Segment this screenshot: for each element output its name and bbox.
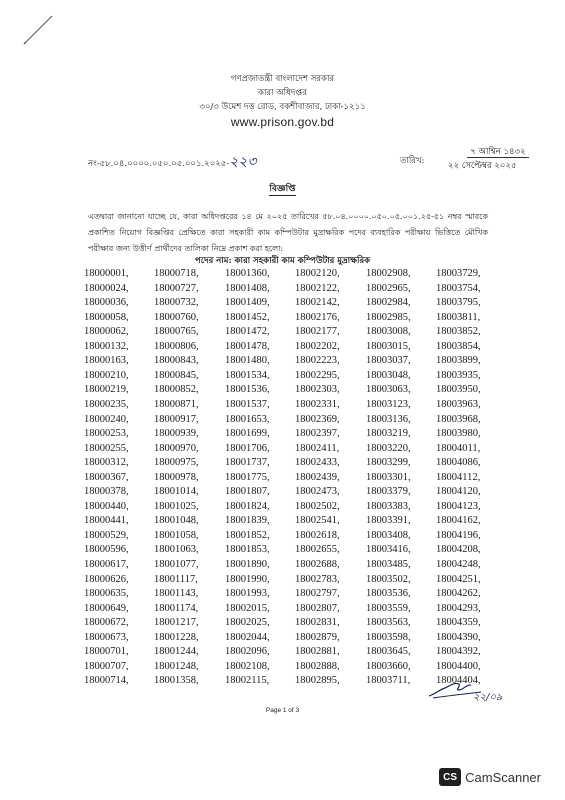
roll-number: 18000219, — [84, 384, 129, 396]
roll-number: 18001824, — [225, 500, 270, 512]
roll-number: 18001853, — [225, 544, 270, 556]
roll-number: 18003968, — [436, 413, 481, 425]
roll-number: 18000718, — [154, 268, 199, 279]
roll-number: 18001537, — [225, 398, 270, 410]
roll-number: 18004293, — [436, 602, 481, 614]
roll-number: 18001775, — [225, 471, 270, 483]
roll-number: 18004359, — [436, 617, 481, 629]
roll-number: 18003935, — [436, 369, 481, 381]
roll-number: 18001244, — [154, 646, 199, 658]
roll-number: 18003383, — [366, 500, 411, 512]
roll-number: 18004251, — [436, 573, 481, 585]
roll-number: 18000975, — [154, 457, 199, 469]
roll-number: 18001737, — [225, 457, 270, 469]
roll-number: 18003485, — [366, 559, 411, 570]
roll-number: 18003559, — [366, 602, 411, 614]
roll-number: 18001807, — [225, 486, 270, 498]
roll-number: 18002831, — [295, 617, 340, 629]
roll-number: 18002176, — [295, 311, 340, 323]
roll-number: 18002433, — [295, 457, 340, 469]
roll-number: 18002797, — [295, 588, 340, 600]
roll-number: 18002331, — [295, 398, 340, 410]
roll-number: 18000378, — [84, 486, 129, 498]
roll-number: 18002120, — [295, 268, 340, 279]
roll-number: 18002984, — [366, 297, 411, 309]
roll-number: 18003416, — [366, 544, 411, 556]
roll-number: 18002439, — [295, 471, 340, 483]
roll-number: 18002142, — [295, 297, 340, 309]
roll-number: 18003015, — [366, 340, 411, 352]
roll-number: 18000673, — [84, 631, 129, 643]
roll-number: 18002303, — [295, 384, 340, 396]
roll-number: 18003037, — [366, 355, 411, 367]
roll-number: 18001360, — [225, 268, 270, 279]
roll-number: 18002985, — [366, 311, 411, 323]
roll-number: 18004196, — [436, 529, 481, 541]
roll-number: 18003980, — [436, 428, 481, 440]
memo-number — [88, 150, 256, 174]
roll-number: 18001699, — [225, 428, 270, 440]
roll-number: 18000058, — [84, 311, 129, 323]
signature — [425, 668, 505, 704]
roll-number: 18001117, — [154, 573, 198, 585]
roll-number: 18002025, — [225, 617, 270, 629]
roll-number: 18000845, — [154, 369, 199, 381]
roll-number: 18000727, — [154, 282, 199, 294]
roll-number: 18002502, — [295, 500, 340, 512]
roll-number: 18004404, — [436, 675, 481, 687]
roll-number: 18001536, — [225, 384, 270, 396]
notice-title-text: বিজ্ঞপ্তি — [269, 184, 296, 194]
roll-number: 18002895, — [295, 675, 340, 687]
roll-number: 18000707, — [84, 660, 129, 672]
roll-number: 18002122, — [295, 282, 340, 294]
roll-number: 18003660, — [366, 660, 411, 672]
date-bangla: ৭ আশ্বিন ১৪৩২ — [470, 147, 526, 157]
roll-number: 18001452, — [225, 311, 270, 323]
roll-number: 18000036, — [84, 297, 129, 309]
roll-number: 18004162, — [436, 515, 481, 527]
roll-number: 18002397, — [295, 428, 340, 440]
roll-number: 18002908, — [366, 268, 411, 279]
page-number: Page 1 of 3 — [265, 707, 300, 714]
roll-number: 18003852, — [436, 326, 481, 338]
roll-number: 18003854, — [436, 340, 481, 352]
roll-number: 18000240, — [84, 413, 129, 425]
roll-number: 18000312, — [84, 457, 129, 469]
department-address: ৩০/৩ উমেশ দত্ত রোড, বকশীবাজার, ঢাকা-১২১১ — [199, 102, 366, 112]
roll-number: 18000806, — [154, 340, 199, 352]
roll-number: 18003754, — [436, 282, 481, 294]
memo-number-printed: নং-৫৮.০৪.০০০০.০৫০.০৫.০০১.২০২৫- — [88, 159, 230, 169]
camscanner-watermark — [439, 768, 541, 786]
roll-number: 18000529, — [84, 529, 129, 541]
roll-number: 18001248, — [154, 660, 199, 672]
date-divider — [467, 157, 529, 158]
roll-number: 18003136, — [366, 413, 411, 425]
roll-number: 18000210, — [84, 369, 129, 381]
roll-number: 18002177, — [295, 326, 340, 338]
roll-number: 18000843, — [154, 355, 199, 367]
roll-number: 18003950, — [436, 384, 481, 396]
roll-number: 18003008, — [366, 326, 411, 338]
roll-number: 18003219, — [366, 428, 411, 440]
roll-number: 18000440, — [84, 500, 129, 512]
roll-number: 18004392, — [436, 646, 481, 658]
roll-number: 18003598, — [366, 631, 411, 643]
camscanner-text: CamScanner — [465, 769, 541, 785]
roll-number: 18003729, — [436, 268, 481, 279]
roll-number: 18000635, — [84, 588, 129, 600]
roll-number: 18000253, — [84, 428, 129, 440]
roll-number: 18001990, — [225, 573, 270, 585]
roll-number: 18001358, — [154, 675, 199, 687]
roll-number: 18001472, — [225, 326, 270, 338]
roll-number: 18002783, — [295, 573, 340, 585]
pen-stroke-mark — [22, 12, 56, 46]
roll-number: 18004086, — [436, 457, 481, 469]
roll-number: 18003123, — [366, 398, 411, 410]
roll-number: 18002096, — [225, 646, 270, 658]
memo-number-handwritten: ২২৩ — [229, 154, 257, 170]
roll-number: 18002807, — [295, 602, 340, 614]
roll-number: 18001890, — [225, 559, 270, 570]
roll-number: 18002015, — [225, 602, 270, 614]
roll-number: 18001993, — [225, 588, 270, 600]
roll-number: 18002295, — [295, 369, 340, 381]
roll-number: 18001014, — [154, 486, 199, 498]
roll-number: 18002411, — [295, 442, 340, 454]
roll-number: 18000062, — [84, 326, 129, 338]
roll-number: 18003711, — [366, 675, 411, 687]
roll-number: 18000132, — [84, 340, 129, 352]
roll-number: 18001409, — [225, 297, 270, 309]
roll-number: 18003048, — [366, 369, 411, 381]
roll-number: 18004262, — [436, 588, 481, 600]
roll-number: 18004011, — [436, 442, 481, 454]
roll-number: 18002223, — [295, 355, 340, 367]
roll-number: 18003220, — [366, 442, 411, 454]
roll-number: 18000760, — [154, 311, 199, 323]
roll-number: 18004400, — [436, 660, 481, 672]
roll-number: 18004390, — [436, 631, 481, 643]
roll-number: 18000441, — [84, 515, 129, 527]
roll-number: 18002108, — [225, 660, 270, 672]
roll-number: 18000970, — [154, 442, 199, 454]
roll-number: 18000626, — [84, 573, 129, 585]
roll-number: 18003645, — [366, 646, 411, 658]
roll-number: 18004248, — [436, 559, 481, 570]
roll-number: 18001480, — [225, 355, 270, 367]
roll-number: 18002688, — [295, 559, 340, 570]
roll-number: 18003811, — [436, 311, 481, 323]
roll-number: 18001048, — [154, 515, 199, 527]
roll-number: 18000617, — [84, 559, 129, 570]
roll-number: 18000001, — [84, 268, 129, 279]
department-name: কারা অধিদপ্তর — [258, 88, 307, 98]
roll-number: 18001025, — [154, 500, 199, 512]
roll-number: 18000765, — [154, 326, 199, 338]
roll-number: 18000255, — [84, 442, 129, 454]
roll-number: 18000235, — [84, 398, 129, 410]
roll-number: 18000871, — [154, 398, 199, 410]
roll-number: 18003502, — [366, 573, 411, 585]
roll-number: 18001839, — [225, 515, 270, 527]
roll-number: 18000163, — [84, 355, 129, 367]
roll-number: 18003899, — [436, 355, 481, 367]
roll-number: 18000701, — [84, 646, 129, 658]
roll-number: 18001408, — [225, 282, 270, 294]
post-name: পদের নাম: কারা সহকারী কাম কম্পিউটার মুদ্রাক্ষরিক — [194, 256, 371, 266]
roll-number: 18000917, — [154, 413, 199, 425]
government-name: গণপ্রজাতন্ত্রী বাংলাদেশ সরকার — [230, 74, 335, 84]
roll-number: 18002879, — [295, 631, 340, 643]
roll-number: 18003301, — [366, 471, 411, 483]
roll-number: 18000732, — [154, 297, 199, 309]
date-english: ২২ সেপ্টেম্বর ২০২৫ — [448, 161, 517, 171]
roll-number: 18002115, — [225, 675, 270, 687]
roll-number: 18003299, — [366, 457, 411, 469]
roll-number: 18002541, — [295, 515, 340, 527]
roll-number: 18000672, — [84, 617, 129, 629]
roll-number: 18003379, — [366, 486, 411, 498]
roll-number: 18001174, — [154, 602, 199, 614]
roll-number: 18003536, — [366, 588, 411, 600]
notice-title — [0, 181, 565, 196]
roll-number: 18002655, — [295, 544, 340, 556]
roll-number: 18001534, — [225, 369, 270, 381]
roll-number: 18001143, — [154, 588, 199, 600]
roll-number: 18004208, — [436, 544, 481, 556]
roll-number: 18001706, — [225, 442, 270, 454]
roll-number: 18001217, — [154, 617, 199, 629]
roll-number: 18001653, — [225, 413, 270, 425]
notice-body: এতদ্বারা জানানো যাচ্ছে যে, কারা অধিদপ্তরের ১৪ মে ২০২৫ তারিখের ৫৮.০৪.০০০০.০৫০.০৫.০০১.২৫-৫১ নম্বর স্মারকে প্রকাশিত নিয়োগ বিজ্ঞপ্তির প্রেক্ষিতে কারা সহকারী কাম কম্পিউটার মুদ্রাক্ষরিক পদের ব্যবহারিক পরীক্ষায় ভিত্তিতে মৌখিক পরীক্ষার জন্য উত্তীর্ণ প্রার্থীদের তালিকা নিম্নে প্রকাশ করা হলো: — [88, 212, 488, 253]
roll-number: 18004120, — [436, 486, 481, 498]
roll-number: 18002881, — [295, 646, 340, 658]
roll-number: 18000024, — [84, 282, 129, 294]
roll-number: 18003391, — [366, 515, 411, 527]
roll-number: 18003563, — [366, 617, 411, 629]
roll-number: 18000939, — [154, 428, 199, 440]
roll-number: 18001852, — [225, 529, 270, 541]
roll-number: 18001063, — [154, 544, 199, 556]
roll-number: 18002965, — [366, 282, 411, 294]
roll-number: 18000649, — [84, 602, 129, 614]
roll-number: 18003795, — [436, 297, 481, 309]
roll-number: 18003963, — [436, 398, 481, 410]
roll-number: 18002618, — [295, 529, 340, 541]
roll-number: 18001228, — [154, 631, 199, 643]
roll-number: 18000852, — [154, 384, 199, 396]
roll-number: 18001058, — [154, 529, 199, 541]
roll-number: 18002473, — [295, 486, 340, 498]
roll-number: 18001478, — [225, 340, 270, 352]
date-label: তারিখ: — [400, 156, 425, 166]
roll-number: 18004112, — [436, 471, 481, 483]
camscanner-logo: CS — [439, 768, 461, 786]
roll-number: 18002369, — [295, 413, 340, 425]
roll-number: 18002202, — [295, 340, 340, 352]
roll-number: 18000978, — [154, 471, 199, 483]
roll-number: 18002044, — [225, 631, 270, 643]
roll-number: 18002888, — [295, 660, 340, 672]
department-website: www.prison.gov.bd — [230, 115, 335, 129]
signature-date: ২২/০৯ — [473, 692, 503, 703]
roll-number: 18001077, — [154, 559, 199, 570]
roll-number: 18000596, — [84, 544, 129, 556]
roll-number: 18004123, — [436, 500, 481, 512]
roll-number: 18000367, — [84, 471, 129, 483]
roll-number: 18003408, — [366, 529, 411, 541]
roll-number: 18003063, — [366, 384, 411, 396]
roll-number: 18000714, — [84, 675, 129, 687]
